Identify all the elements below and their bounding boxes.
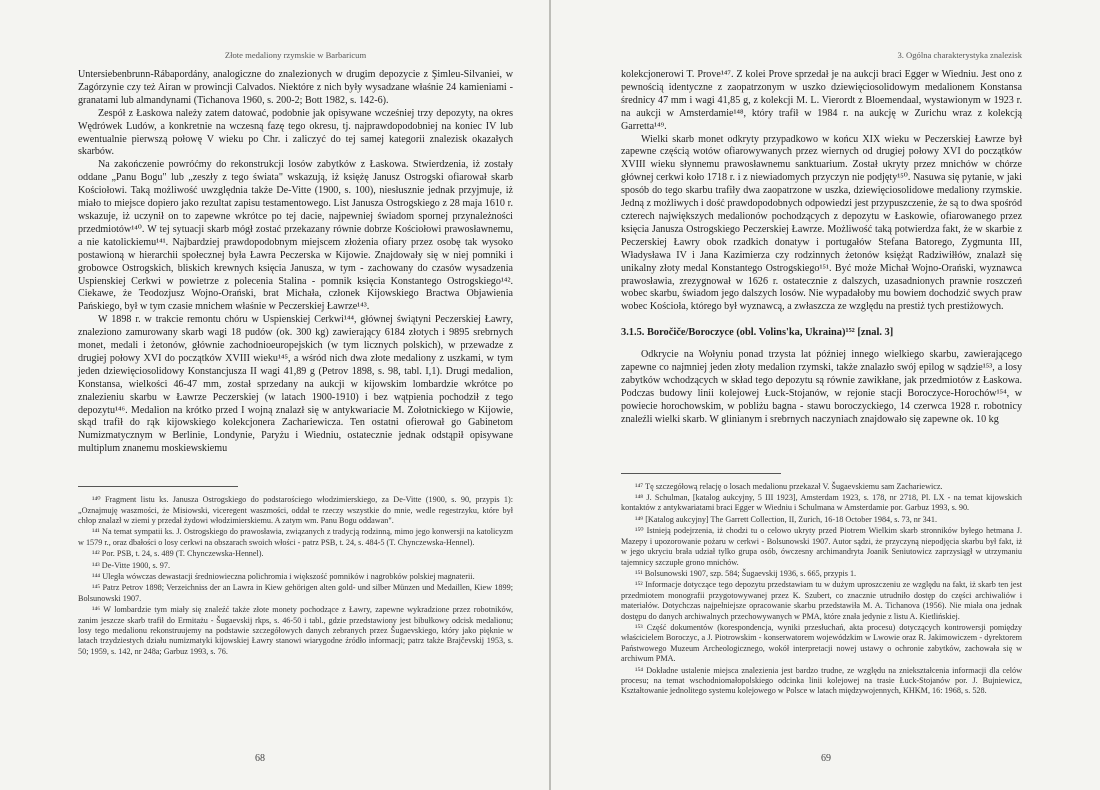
right-paragraph: Wielki skarb monet odkryty przypadkowo w końcu XIX wieku w Peczerskiej Ławrze był zapewne częścią wotów ofiarowywanych przez wiernych od drugiej połowy XVI do początków XVIII wieku słynnemu prawosławnemu sanktuarium. Został ukryty przez mnichów w chórze głównej cerkwi koło 1718 r. i z niewiadomych przyczyn nie podjęty¹⁵⁰. Nasuwa się pytanie, w jaki sposób do tego skarbu trafiły dwa zaopatrzone w uszka, dziewięciosolidowe medaliony rzymskie. Jedną z możliwych i dość prawdopodobnych odpowiedzi jest przypuszczenie, że są to dwa spośród czterech największych medalionów pochodzących z depozytu w Łaskowie, ofiarowanego przez księcia Janusza Ostrogskiego Peczerskiej Ławrze. Możliwość taką potwierdza fakt, że w skarbie z Peczerskiej Ławry obok rzadkich donatyw i portugałów Stefana Batorego, Zygmunta III, Władysława IV i Jana Kazimierza czy rodzinnych żetonów księżąt Radziwiłłów, znalazł się unikalny złoty medal Konstantego Ostrogskiego¹⁵¹. Być może Michał Wojno-Orański, wyznawca prawosławia, zrezygnował w 1626 r. ostatecznie z dalszych, uzasadnionych prawnie roszczeń wobec skarbu, świadom jego dalszych losów. Nie wypadałoby mu bowiem dochodzić swych praw wobec Kościoła, którego był wyznawcą, a zwłaszcza ze względu na prestiż tych prestiżowych. [621,133,1022,313]
footnote: ¹⁴¹ Na temat sympatii ks. J. Ostrogskiego do prawosławia, związanych z tradycją rodzinną, mimo jego konwersji na katolicyzm w 1579 r., oraz dbałości o losy cerkwi na obszarach swoich włości - patrz PSB, t. 24, s. 484-5 (T. Chynczewska-Hennel). [78,527,513,547]
footnote: ¹⁵² Informacje dotyczące tego depozytu przedstawiam tu w dużym uproszczeniu ze względu na fakt, iż skarb ten jest przedmiotem monografii przygotowywanej przez K. Szubert, co znacznie utrudniło dostęp do części archiwaliów i materiałów. Dotychczas najpełniejsze opracowanie skarbu przedstawiła M. A. Tichanova (1956). Nie miała ona jednak dostępu do danych archiwalnych przechowywanych w PMA, które znała jedynie z listu A. Kietlińskiej. [621,580,1022,621]
footnote: ¹⁴⁷ Tę szczegółową relację o losach medalionu przekazał V. Šugaevskiemu sam Zachariewicz. [635,481,943,491]
right-footnote-rule [621,473,781,474]
right-running-head: 3. Ogólna charakterystyka znalezisk [897,50,1022,60]
footnote: ¹⁴⁴ Uległa wówczas dewastacji średniowieczna polichromia i większość pomników i nagrobków polskiej magnaterii. [92,572,475,582]
footnote: ¹⁵¹ Bolsunowski 1907, szp. 584; Šugaevskij 1936, s. 665, przypis 1. [635,568,857,578]
left-paragraph: Na zakończenie powróćmy do rekonstrukcji losów zabytków z Łaskowa. Stwierdzenia, iż zostały oddane „Panu Bogu" lub „zeszły z tego świata" wskazują, iż księżę Janusz Ostrogski ofiarował skarb Kościołowi. Taką możliwość uwzględnia także De-Vitte (1900, s. 100), niesłusznie jednak przyjmuje, iż miało to miejsce dopiero jako rezultat zapisu testamentowego. List Janusza Ostrogskiego z 28 maja 1610 r. wskazuje, iż uczynił on to zapewne wkrótce po tej dacie, najpewniej świadom spornej przynależności przedmiotów¹⁴⁰. W tej sytuacji skarb mógł zostać przekazany równie dobrze Kościołowi prawosławnemu, a nie katolickiemu¹⁴¹. Najbardziej prawdopodobnym miejscem złożenia ofiary przez osobę tak wysoko postawioną w hierarchii społecznej była Ławra Peczerska w Kijowie. Znajdowały się w niej pomniki i grobowce Ostrogskich, bliskich krewnych księcia Janusza, w tym - zachowany do czasów wysadzenia Uspienskiej Cerkwi w powietrze z polecenia Stalina - pomnik księcia Konstantego Ostrogskiego¹⁴². Ciekawe, że Teodozjusz Wojno-Orański, brat Michała, członek Kijowskiego Bractwa Objawienia Pańskiego, był w tym czasie mnichem właśnie w Peczerskiej Ławrze¹⁴³. [78,159,513,313]
footnote: ¹⁵⁰ Istnieją podejrzenia, iż chodzi tu o celowo ukryty przed Piotrem Wielkim skarb stronników byłego hetmana J. Mazepy i upozorowanie pożaru w cerkwi - Bolsunowski 1907. Autor sądzi, że przyczyną niepodjęcia skarbu był fakt, iż w jego ukryciu brała udział tylko grupa osób, ówczesny archimandryta Joanik Seniutowicz zaprzysiągł w utrzymaniu tajemnicy szczupłe grono mnichów. [621,526,1022,567]
left-paragraph: Untersiebenbrunn-Rábapordány, analogiczne do znalezionych w drugim depozycie z Şimleu-Silvaniei, w Zagórzynie czy też Airan w prowincji Calvados. Niektóre z nich były wysadzane właśnie 24 kamieniami - granatami lub almandynami (Tichanova 1960, s. 200-2; Bott 1982, s. 142-6). [78,69,513,106]
section-heading: 3.1.5. Boročiče/Boroczyce (obl. Volins'ka, Ukraina)¹⁵² [znal. 3] [621,327,894,339]
right-page-number: 69 [821,753,831,764]
footnote: ¹⁴⁶ W lombardzie tym miały się znaleźć także złote monety pochodzące z Ławry, zapewne wykradzione przez robotników, zanim jeszcze skarb trafił do Ermitażu - Šugaevskij rkps, s. 46-50 i tabl., gdzie przedstawiony jest bibułkowy odcisk medalionu; losy tego medalionu rekonstruujemy na podstawie szczegółowych danych zebranych przez Šugaevskiego, który jako pięknie w latach trzydziestych działu numizmatyki kijowskiej Ławry stanowi wiarygodne źródło informacji; patrz także Brajčevskij 1953, s. 50; 1959, s. 142, nr 248a; Garbuz 1993, s. 76. [78,605,513,656]
right-paragraph: Odkrycie na Wołyniu ponad trzysta lat później innego wielkiego skarbu, zawierającego zapewne co najmniej jeden złoty medalion rzymski, także znalazło swój epilog w sądzie¹⁵³, a losy zabytków wchodzących w skład tego depozytu są równie zawikłane, jak przedmiotów z Łaskowa. Podczas budowy linii kolejowej Łuck-Stojanów, w rejonie stacji Boroczyce-Horochów¹⁵⁴, w powiecie horochowskim, w pobliżu bagna - stawu boroczyckiego, 14 czerwca 1928 r. robotnicy znaleźli wielki skarb. W glinianym i srebrnych naczyniach znajdowało się zapewne ok. 10 kg [621,349,1022,425]
footnote: ¹⁵³ Część dokumentów (korespondencja, wyniki przesłuchań, akta procesu) dotyczących kontrowersji pomiędzy właścicielem Boroczyc, a J. Piotrowskim - konserwatorem wojewódzkim w Lwowie oraz R. Jakimowiczem - dyrektorem Państwowego Muzeum Archeologicznego, wokół interpretacji nowej ustawy o ochronie zabytków, zachowała się w archiwum PMA. [621,622,1022,664]
footnote: ¹⁴⁹ [Katalog aukcyjny] The Garrett Collection, II, Zurich, 16-18 October 1984, s. 73, nr 341. [635,514,938,524]
right-paragraph: kolekcjonerowi T. Prove¹⁴⁷. Z kolei Prove sprzedał je na aukcji braci Egger w Wiedniu. Jest ono z pewnością identyczne z zaopatrzonym w uszko dziewięciosolidowym medalionem Konstansa średnicy 47 mm i wagi 41,85 g, z kolekcji M. L. Vierordt z Bloemendaal, wystawionym w 1923 r. na aukcji w Amsterdamie¹⁴⁸, który trafił w 1984 r. na aukcję w Zurichu wraz z kolekcją Garretta¹⁴⁹. [621,69,1022,132]
left-running-head: Złote medaliony rzymskie w Barbaricum [224,50,367,60]
left-footnotes [78,495,513,657]
footnote: ¹⁴⁵ Patrz Petrov 1898; Verzeichniss der an Lawra in Kiew gehörigen alten gold- und silber Münzen und Medaillen, Kiew 1899; Bolsunowski 1907. [78,583,513,603]
left-page-number: 68 [255,753,265,764]
right-footnotes [621,482,1022,697]
footnote: ¹⁴² Por. PSB, t. 24, s. 489 (T. Chynczewska-Hennel). [92,549,264,559]
footnote: ¹⁴⁰ Fragment listu ks. Janusza Ostrogskiego do podstarościego włodzimierskiego, za De-Vitte (1900, s. 90, przypis 1): „Oznajmuję waszmości, że Misiowski, viceregent waszmości, oddał te rzeczy wszystkie do mnie, wedle regestrzyku, które był chłop znalazł w ziemi y przedał żydowi włodzimierskiemu. A zatym wm. Panu Bogu oddawan". [78,495,513,525]
left-page [0,0,549,790]
left-footnote-rule [78,486,238,487]
footnote: ¹⁴⁸ J. Schulman, [katalog aukcyjny, 5 III 1923], Amsterdam 1923, s. 178, nr 2718, Pl. LX - na temat kijowskich kontaktów z antykwariatami braci Egger w Wiedniu i Schulmana w Amsterdamie por. Garbuz 1993, s. 90. [621,493,1022,513]
left-paragraph: Zespół z Łaskowa należy zatem datować, podobnie jak opisywane wcześniej trzy depozyty, na okres Wędrówek Ludów, a konkretnie na wczesną fazę tego okresu, tj. najprawdopodobniej na koniec IV lub ewentualnie pierwszą połowę V wieku po Chr. i zaliczyć do tej samej kategorii znalezisk okazałych skarbów. [78,107,513,158]
footnote: ¹⁵⁴ Dokładne ustalenie miejsca znalezienia jest bardzo trudne, ze względu na zniekształcenia informacji dla celów procesu; na temat wschodniomałopolskiego odcinka linii kolejowej na trasie Łuck-Stojanów por. J. Bujniewicz, Kształtowanie jednolitego systemu kolejowego w Polsce w latach międzywojennych, KHKM, 16: 1968, s. 528. [621,665,1022,696]
left-paragraph: W 1898 r. w trakcie remontu chóru w Uspienskiej Cerkwi¹⁴⁴, głównej świątyni Peczerskiej Ławry, znaleziono zamurowany skarb wagi 18 pudów (ok. 300 kg) zawierający 6184 złotych i 9895 srebrnych monet, medali i żetonów, głównie zachodnioeuropejskich (w tym licznych polskich), w przewadze z drugiej połowy XVI do początków XVIII wieku¹⁴⁵, a wśród nich dwa złote medaliony z uszkami, w tym jeden dziewięciosolidowy Konstancjusza II wagi 41,89 g (Petrov 1898, s. 98, tabl. I,1). Drugi medalion, Konstansa, wielkości 46-47 mm, został sprzedany na aukcji w kijowskim lombardzie wkrótce po znalezieniu skarbu w Ławrze Peczerskiej (w latach 1900-1910) i bez wątpienia pochodził z tego depozytu¹⁴⁶. Medalion na krótko przed I wojną znalazł się w antykwariacie M. Zołotnickiego w Kijowie, skąd trafił do rąk kijowskiego kolekcjonera Zachariewicza. Ten ostatni ofierował go Gabinetom Numizmatycznym w Berlinie, Londynie, Paryżu i Wiedniu, ostatecznie jednak odstąpił opisywane multiplum znanemu moskiewskiemu [78,314,513,455]
footnote: ¹⁴³ De-Vitte 1900, s. 97. [92,560,170,570]
right-page [551,0,1100,790]
